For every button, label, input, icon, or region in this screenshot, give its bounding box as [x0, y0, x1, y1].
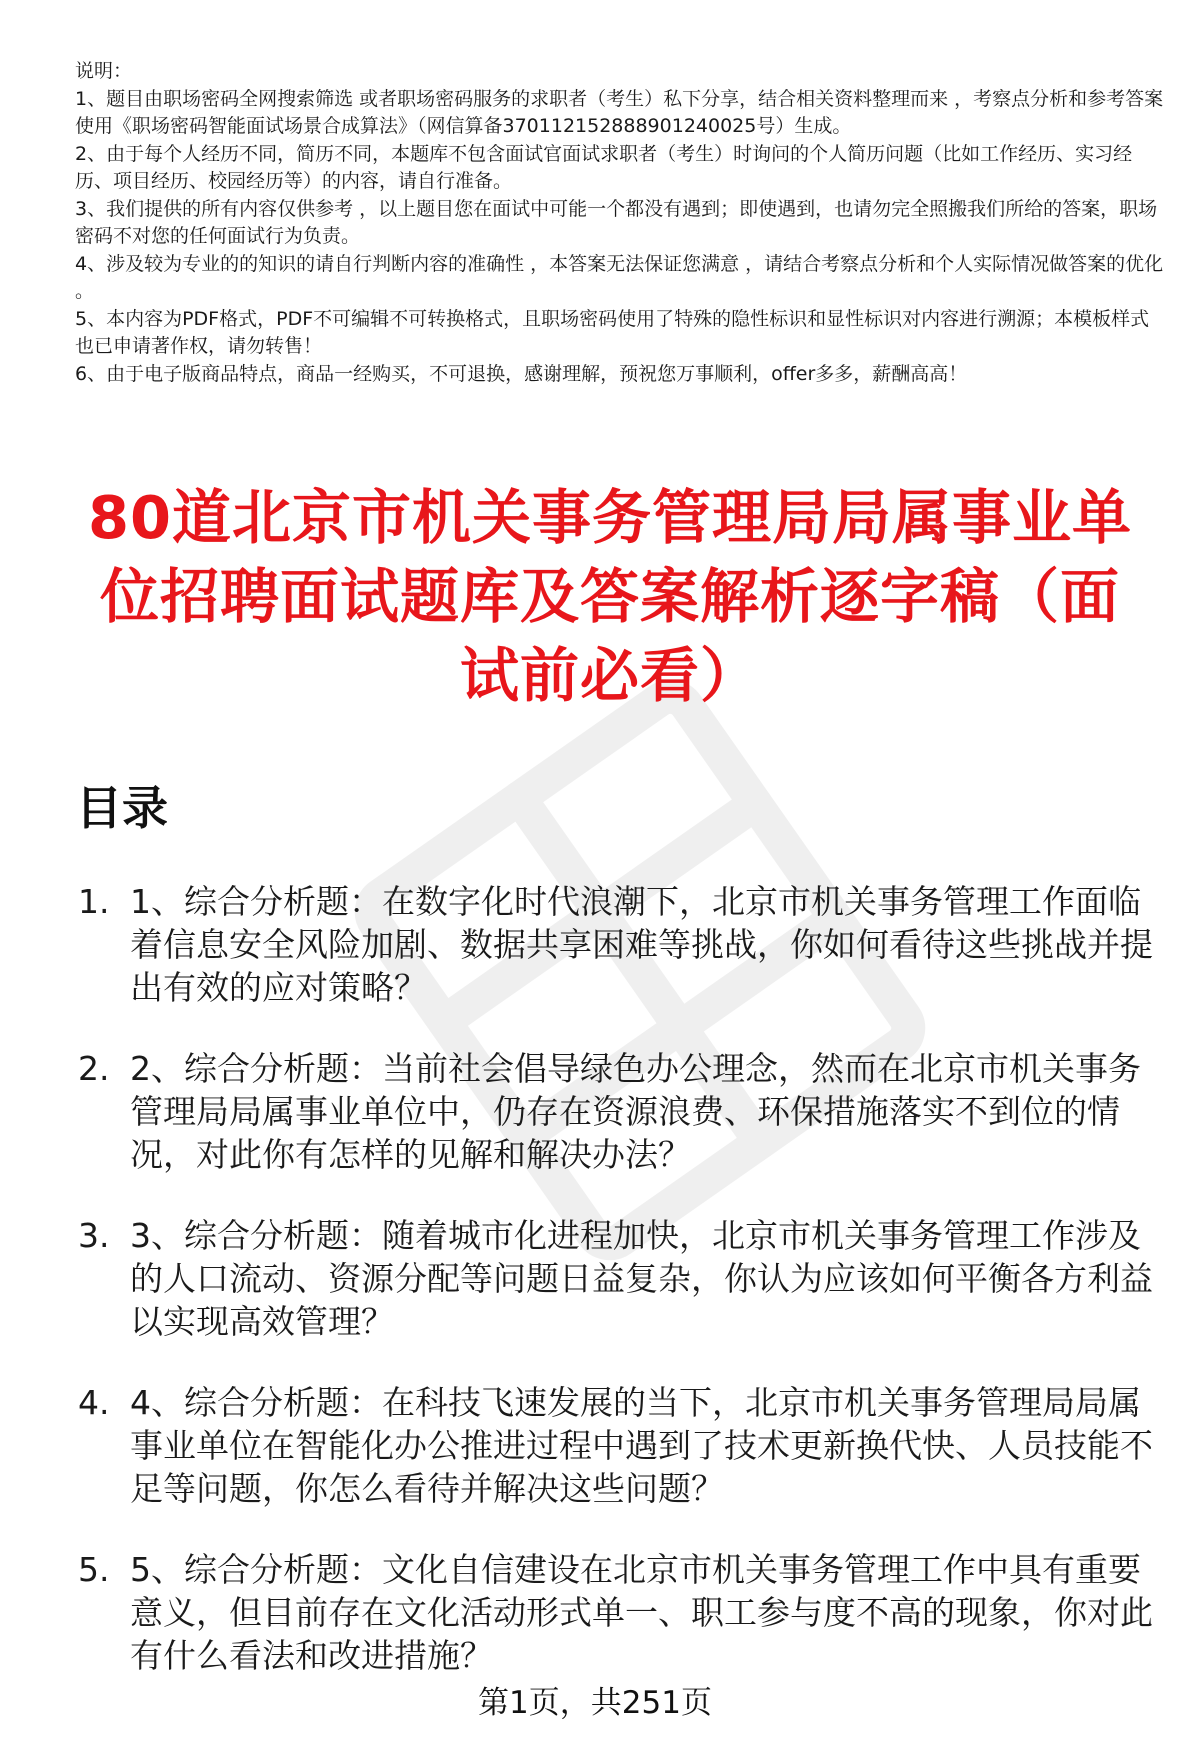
notes-item-4: 4、涉及较为专业的的知识的请自行判断内容的准确性 ，本答案无法保证您满意 ，请结合考察点分析和个人实际情况做答案的优化 。 — [75, 252, 1164, 302]
notes-item-5: 5、本内容为PDF格式，PDF不可编辑不可转换格式，且职场密码使用了特殊的隐性标识和显性标识对内容进行溯源；本模板样式也已申请著作权，请勿转售！ — [75, 307, 1150, 357]
notes-item-2: 2、由于每个人经历不同，简历不同，本题库不包含面试官面试求职者（考生）时询问的个人简历问题（比如工作经历、实习经历、项目经历、校园经历等）的内容，请自行准备。 — [75, 142, 1133, 192]
disclaimer-notes — [75, 58, 1165, 388]
toc-item-number: 4. — [78, 1383, 110, 1422]
toc-item-text: 4、综合分析题：在科技飞速发展的当下，北京市机关事务管理局局属事业单位在智能化办公推进过程中遇到了技术更新换代快、人员技能不足等问题，你怎么看待并解决这些问题？ — [130, 1383, 1153, 1508]
toc-item[interactable] — [78, 880, 1168, 1009]
toc-item-text: 3、综合分析题：随着城市化进程加快，北京市机关事务管理工作涉及的人口流动、资源分配等问题日益复杂，你认为应该如何平衡各方利益以实现高效管理？ — [130, 1216, 1153, 1341]
toc-list — [78, 880, 1168, 1715]
toc-item-number: 3. — [78, 1216, 110, 1255]
toc-item[interactable] — [78, 1381, 1168, 1510]
toc-item-text: 2、综合分析题：当前社会倡导绿色办公理念，然而在北京市机关事务管理局局属事业单位中，仍存在资源浪费、环保措施落实不到位的情况，对此你有怎样的见解和解决办法？ — [130, 1049, 1141, 1174]
toc-item[interactable] — [78, 1214, 1168, 1343]
toc-item-text: 1、综合分析题：在数字化时代浪潮下，北京市机关事务管理工作面临着信息安全风险加剧、数据共享困难等挑战，你如何看待这些挑战并提出有效的应对策略？ — [130, 882, 1153, 1007]
toc-item[interactable] — [78, 1047, 1168, 1176]
notes-heading: 说明： — [75, 60, 133, 82]
document-title: 80道北京市机关事务管理局局属事业单位招聘面试题库及答案解析逐字稿（面试前必看） — [87, 483, 1133, 710]
toc-item-number: 2. — [78, 1049, 110, 1088]
toc-item[interactable] — [78, 1548, 1168, 1677]
toc-heading: 目录 — [76, 781, 168, 835]
notes-item-3: 3、我们提供的所有内容仅供参考 ，以上题目您在面试中可能一个都没有遇到；即使遇到，也请勿完全照搬我们所给的答案，职场密码不对您的任何面试行为负责。 — [75, 197, 1158, 247]
toc-item-number: 1. — [78, 882, 110, 921]
toc-item-text: 5、综合分析题：文化自信建设在北京市机关事务管理工作中具有重要意义，但目前存在文化活动形式单一、职工参与度不高的现象，你对此有什么看法和改进措施？ — [130, 1550, 1153, 1675]
notes-item-6: 6、由于电子版商品特点，商品一经购买，不可退换，感谢理解，预祝您万事顺利，offer多多，薪酬高高！ — [75, 362, 968, 385]
toc-item-number: 5. — [78, 1550, 110, 1589]
page-number-footer: 第1页，共251页 — [478, 1685, 712, 1721]
notes-item-1: 1、题目由职场密码全网搜索筛选 或者职场密码服务的求职者（考生）私下分享，结合相关资料整理而来 ，考察点分析和参考答案使用《职场密码智能面试场景合成算法》（网信算备370112152888901240025号）生成。 — [75, 87, 1164, 137]
